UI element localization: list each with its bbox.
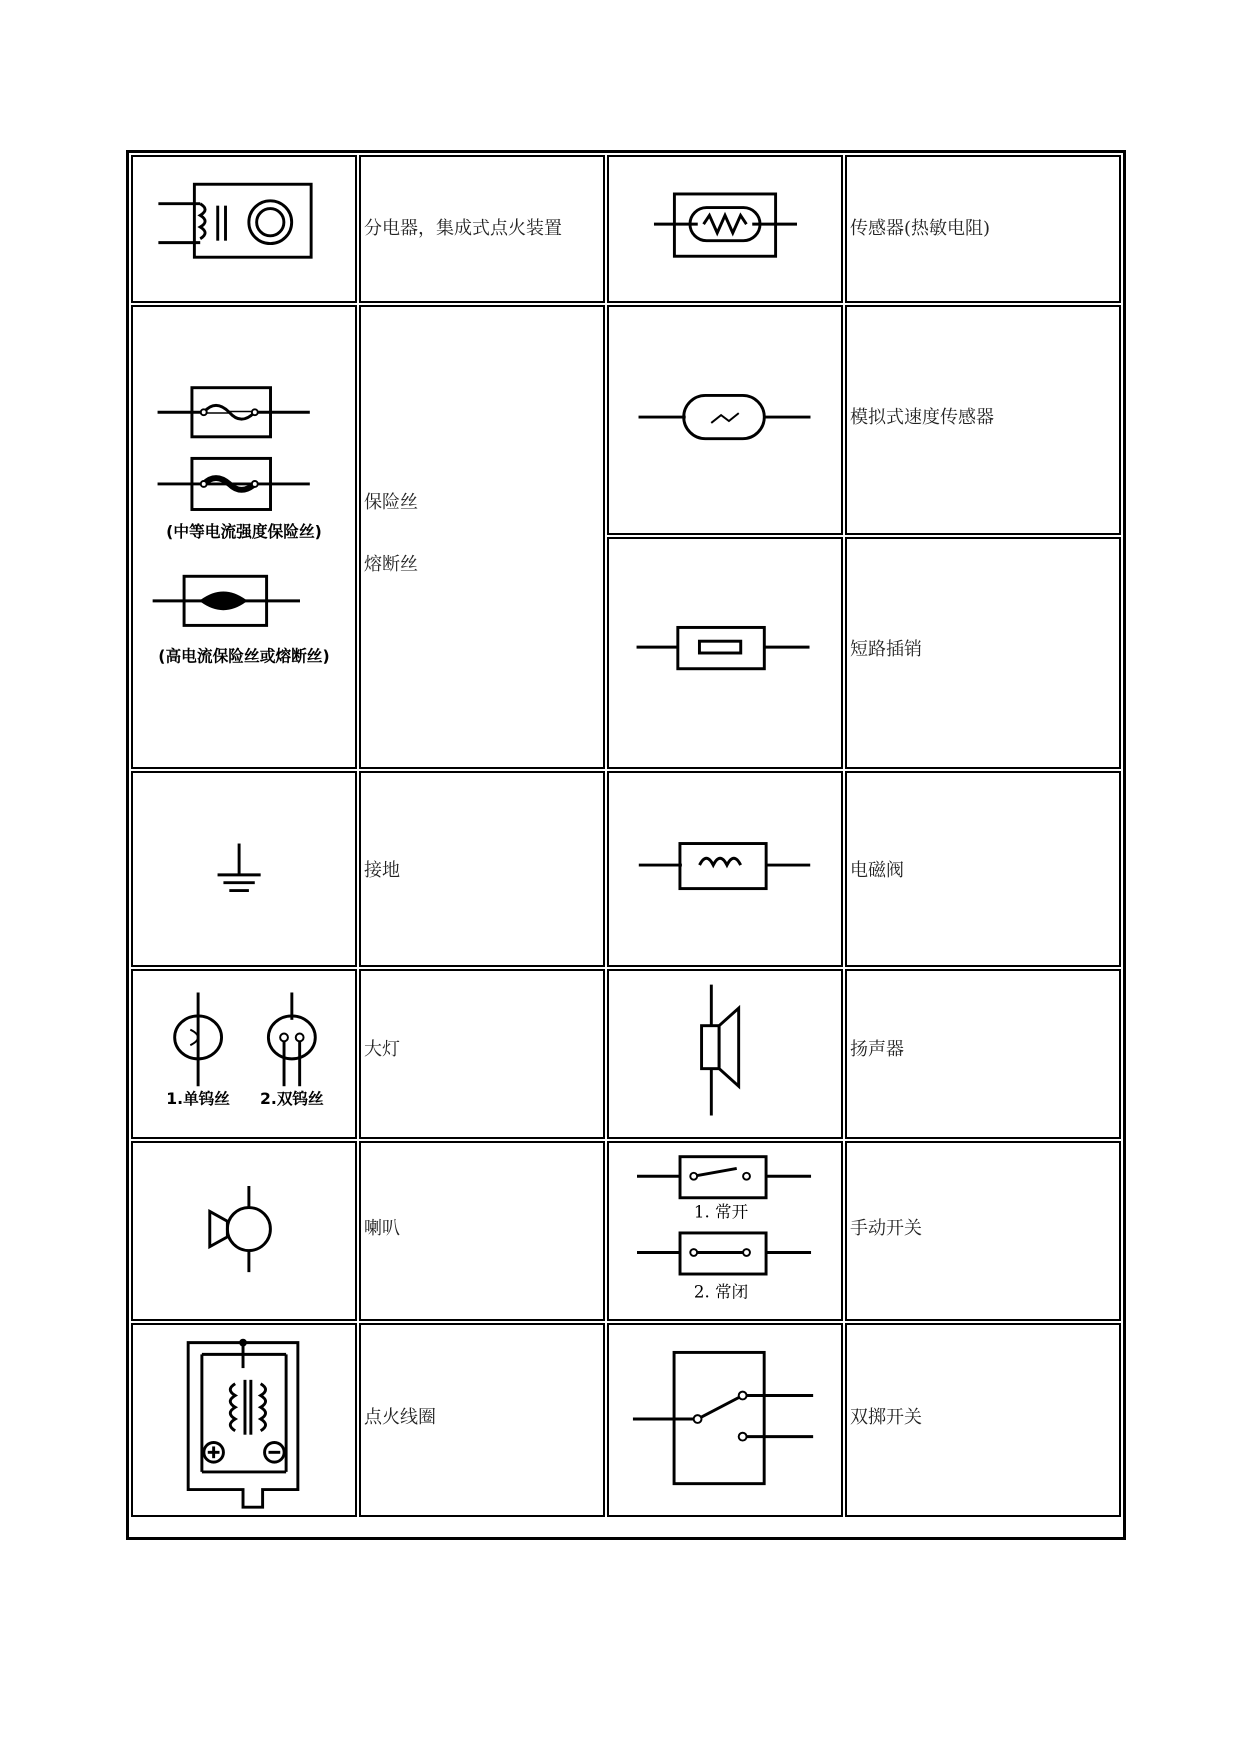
ground-icon	[133, 773, 355, 965]
symbol-cell-double-throw-switch	[607, 1323, 843, 1517]
symbol-cell-thermistor	[607, 155, 843, 303]
double-throw-switch-icon	[609, 1325, 841, 1515]
headlight-icon	[133, 971, 355, 1137]
fuse-icon	[133, 307, 355, 767]
symbol-label: 双掷开关	[850, 1407, 922, 1428]
symbol-cell-ignition-coil	[131, 1323, 357, 1517]
label-cell	[359, 1323, 605, 1517]
symbol-cell-headlight	[131, 969, 357, 1139]
symbol-label: 喇叭	[364, 1218, 400, 1239]
symbol-label: 大灯	[364, 1039, 400, 1060]
fuse-high-caption: (高电流保险丝或熔断丝)	[158, 646, 330, 666]
switch-closed-caption: 2. 常闭	[693, 1282, 749, 1302]
speed-sensor-icon	[609, 307, 841, 533]
short-pin-icon	[609, 539, 841, 767]
symbol-cell-solenoid	[607, 771, 843, 967]
horn-icon	[133, 1143, 355, 1319]
symbol-label: 点火线圈	[364, 1407, 436, 1428]
speaker-icon	[609, 971, 841, 1137]
symbol-label: 传感器(热敏电阻)	[850, 218, 991, 239]
label-cell	[845, 1323, 1121, 1517]
label-cell	[845, 155, 1121, 303]
label-cell	[845, 969, 1121, 1139]
symbol-label: 手动开关	[850, 1218, 922, 1239]
thermistor-icon	[609, 157, 841, 301]
symbol-cell-short-pin	[607, 537, 843, 769]
symbol-label: 扬声器	[850, 1039, 904, 1060]
symbol-label: 模拟式速度传感器	[850, 407, 994, 428]
symbol-table	[126, 150, 1126, 1540]
label-cell	[845, 771, 1121, 967]
solenoid-valve-icon	[609, 773, 841, 965]
symbol-label: 熔断丝	[364, 554, 418, 575]
ignition-coil-icon	[133, 1325, 355, 1515]
symbol-label: 分电器，集成式点火装置	[364, 218, 562, 239]
label-cell	[359, 969, 605, 1139]
headlight-double-caption: 2.双钨丝	[260, 1089, 324, 1108]
symbol-cell-fuses	[131, 305, 357, 769]
label-cell	[359, 1141, 605, 1321]
symbol-label: 短路插销	[850, 639, 922, 660]
symbol-cell-horn	[131, 1141, 357, 1321]
symbol-cell-speed-sensor	[607, 305, 843, 535]
symbol-label: 电磁阀	[850, 860, 904, 881]
symbol-label: 保险丝	[364, 492, 418, 513]
label-cell	[845, 1141, 1121, 1321]
label-cell	[845, 305, 1121, 535]
label-cell	[359, 305, 605, 769]
label-cell	[845, 537, 1121, 769]
symbol-cell-speaker	[607, 969, 843, 1139]
label-cell	[359, 771, 605, 967]
headlight-single-caption: 1.单钨丝	[166, 1089, 230, 1108]
symbol-cell-manual-switch	[607, 1141, 843, 1321]
symbol-cell-distributor	[131, 155, 357, 303]
label-cell	[359, 155, 605, 303]
distributor-icon	[133, 157, 355, 301]
symbol-cell-ground	[131, 771, 357, 967]
fuse-medium-caption: (中等电流强度保险丝)	[166, 522, 322, 541]
manual-switch-icon	[609, 1143, 841, 1319]
switch-open-caption: 1. 常开	[693, 1202, 749, 1222]
symbol-label: 接地	[364, 860, 400, 881]
